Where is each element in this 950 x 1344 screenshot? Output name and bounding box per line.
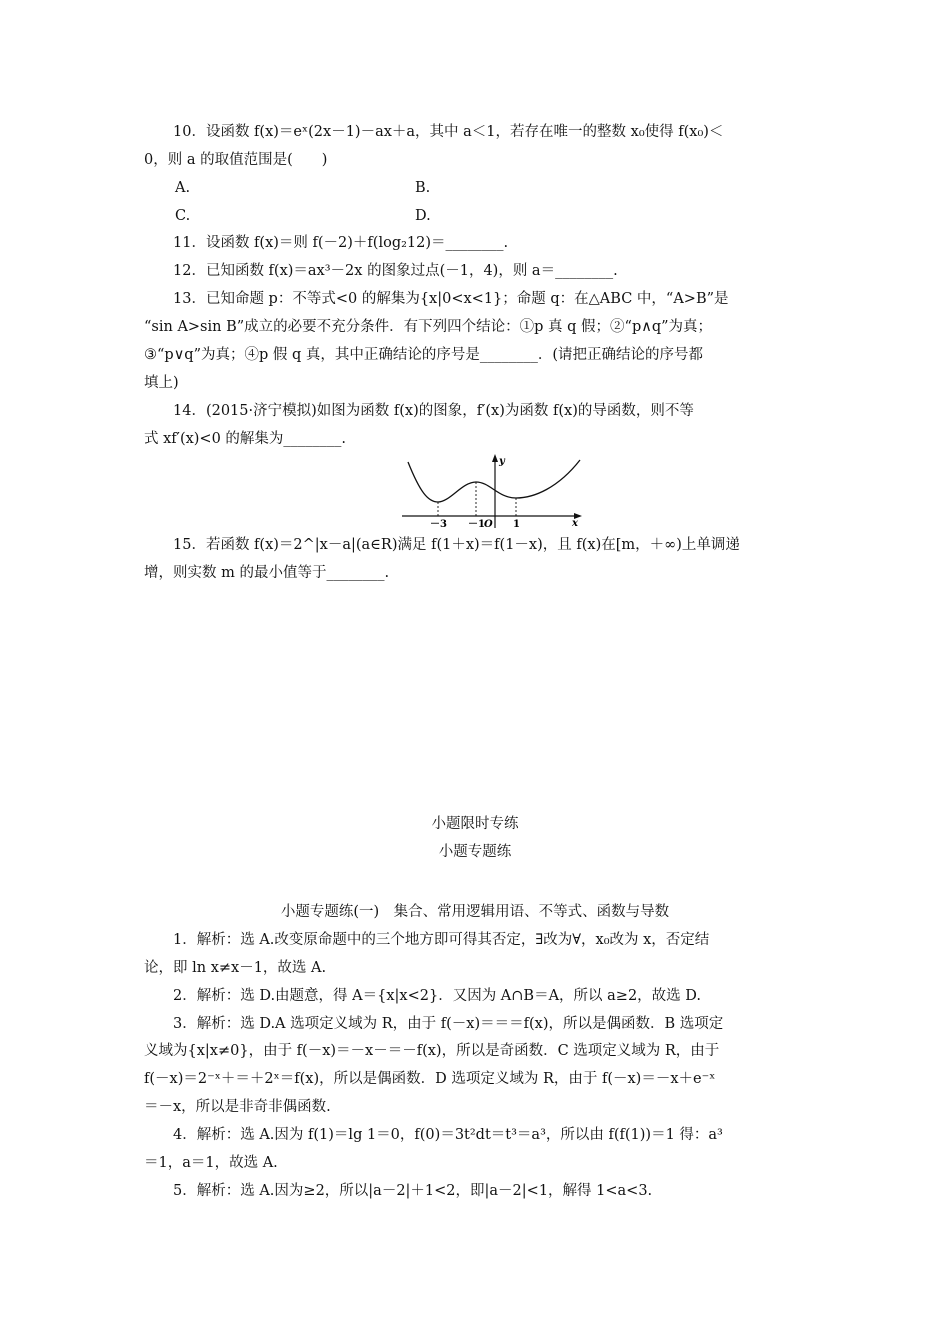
q13-line3: ③“p∨q”为真；④p 假 q 真，其中正确结论的序号是________．(请把正确结论的序号都 bbox=[144, 347, 704, 363]
q15-line2: 增，则实数 m 的最小值等于________. bbox=[144, 565, 390, 581]
answer-3-line2: 义域为{x|x≠0}，由于 f(－x)＝－x－＝－f(x)，所以是奇函数．C 选项定义域为 R，由于 bbox=[144, 1043, 720, 1059]
tick-label-1: 1 bbox=[513, 519, 520, 530]
function-graph bbox=[398, 452, 588, 530]
q15-line1: 15．若函数 f(x)＝2^|x－a|(a∈R)满足 f(1＋x)＝f(1－x)，且 f(x)在[m，＋∞)上单调递 bbox=[144, 537, 740, 553]
tick-label-minus3: －3 bbox=[430, 519, 447, 530]
answer-2: 2．解析：选 D.由题意，得 A＝{x|x<2}．又因为 A∩B＝A，所以 a≥2，故选 D. bbox=[144, 988, 702, 1004]
tick-label-origin: O bbox=[484, 519, 493, 530]
function-curve bbox=[408, 460, 580, 502]
y-axis-label: y bbox=[499, 456, 505, 467]
q10-option-d: D. bbox=[415, 208, 431, 224]
section-title-1: 小题限时专练 bbox=[431, 816, 519, 832]
answer-3-line3: f(－x)＝2⁻ˣ＋＝＋2ˣ＝f(x)，所以是偶函数．D 选项定义域为 R，由于 f(－x)＝－x＋e⁻ˣ bbox=[144, 1071, 716, 1087]
x-axis-label: x bbox=[572, 518, 578, 529]
q13-line2: “sin A>sin B”成立的必要不充分条件．有下列四个结论：①p 真 q 假；②“p∧q”为真； bbox=[144, 319, 713, 335]
q10-option-a: A. bbox=[175, 180, 191, 196]
answer-3-line1: 3．解析：选 D.A 选项定义域为 R，由于 f(－x)＝＝＝f(x)，所以是偶函数．B 选项定 bbox=[144, 1016, 724, 1032]
q11-text: 11．设函数 f(x)＝则 f(－2)＋f(log₂12)＝________. bbox=[144, 235, 509, 251]
q10-option-c: C. bbox=[175, 208, 191, 224]
tick-label-minus1: －1 bbox=[468, 519, 485, 530]
q13-line1: 13．已知命题 p：不等式<0 的解集为{x|0<x<1}；命题 q：在△ABC 中，“A>B”是 bbox=[144, 291, 729, 307]
answer-5: 5．解析：选 A.因为≥2，所以|a－2|＋1<2，即|a－2|<1，解得 1<a<3. bbox=[144, 1183, 653, 1199]
section-title-2: 小题专题练 bbox=[438, 844, 512, 860]
q10-line2: 0，则 a 的取值范围是( ) bbox=[144, 152, 328, 168]
answer-1-line2: 论，即 ln x≠x－1，故选 A. bbox=[144, 960, 327, 976]
y-axis-arrow bbox=[492, 454, 498, 462]
q14-line1: 14．(2015·济宁模拟)如图为函数 f(x)的图象，f′(x)为函数 f(x)的导函数，则不等 bbox=[144, 403, 694, 419]
q10-line1: 10．设函数 f(x)＝eˣ(2x－1)－ax＋a，其中 a＜1，若存在唯一的整数 x₀使得 f(x₀)＜ bbox=[144, 124, 724, 140]
section-subtitle: 小题专题练(一) 集合、常用逻辑用语、不等式、函数与导数 bbox=[280, 904, 670, 920]
q13-line4: 填上) bbox=[144, 375, 179, 391]
q12-text: 12．已知函数 f(x)＝ax³－2x 的图象过点(－1，4)，则 a＝________. bbox=[144, 263, 618, 279]
q10-option-b: B. bbox=[415, 180, 431, 196]
answer-4-line1: 4．解析：选 A.因为 f(1)＝lg 1＝0，f(0)＝3t²dt＝t³＝a³，所以由 f(f(1))＝1 得：a³ bbox=[144, 1127, 723, 1143]
answer-1-line1: 1．解析：选 A.改变原命题中的三个地方即可得其否定，∃改为∀，x₀改为 x，否定结 bbox=[144, 932, 710, 948]
answer-3-line4: ＝－x，所以是非奇非偶函数. bbox=[144, 1099, 331, 1115]
q14-line2: 式 xf′(x)<0 的解集为________. bbox=[144, 431, 347, 447]
answer-4-line2: ＝1，a＝1，故选 A. bbox=[144, 1155, 278, 1171]
